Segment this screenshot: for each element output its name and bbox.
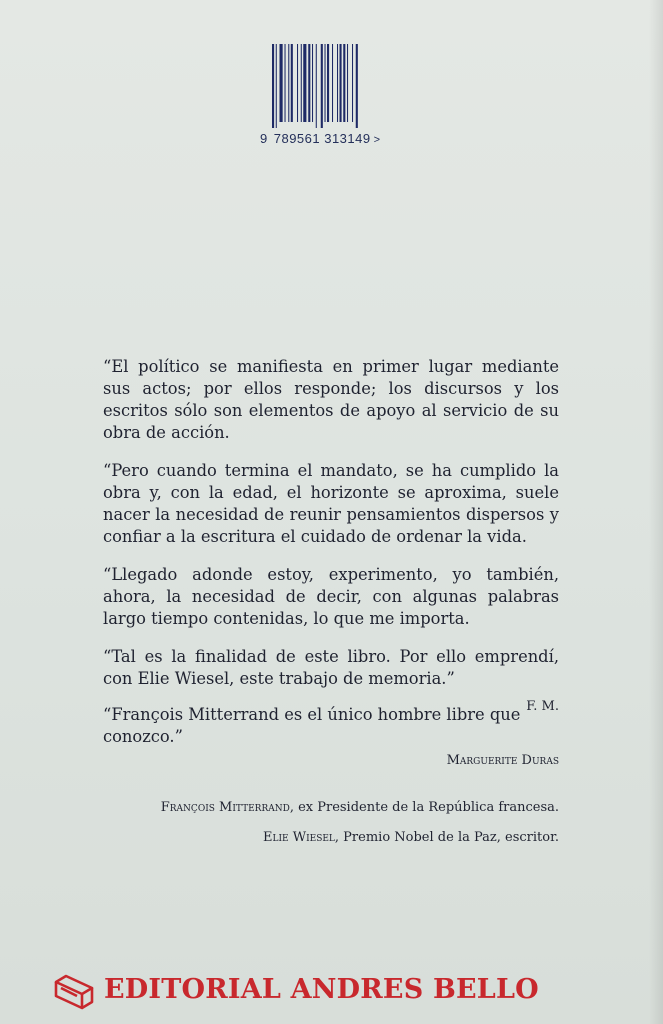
quote-paragraph-3: “Llegado adonde estoy, experimento, yo también, ahora, la necesidad de decir, con algunas palabras largo tiempo contenidas, lo que me importa. [103,565,559,628]
barcode-bar [272,44,274,128]
quote-signature: F. M. [526,699,559,714]
barcode-digits [260,131,396,146]
barcode-bar [347,44,348,122]
barcode-bar [312,44,313,122]
barcode-bars [270,44,386,130]
duras-quote [103,704,559,748]
barcode-bar [316,44,317,128]
barcode-bar [343,44,345,122]
barcode-bar [291,44,293,122]
barcode-bar [288,44,289,122]
author-name-2: Elie Wiesel [262,830,335,845]
barcode-bar [280,44,283,122]
barcode-lead-digit: 9 [260,131,268,146]
barcode-bar [297,44,298,122]
quote-paragraph-1: “El político se manifiesta en primer lugar mediante sus actos; por ellos responde; los discursos y los escritos sólo son elementos de apoyo al servicio de su obra de acción. [103,357,559,442]
publisher-name: EDITORIAL ANDRES BELLO [104,974,539,1005]
mitterrand-quote [103,356,559,718]
quote-paragraph-2: “Pero cuando termina el mandato, se ha cumplido la obra y, con la edad, el horizonte se aproxima, suele nacer la necesidad de reunir pensamientos dispersos y confiar a la escritura el cuidado de ordenar la vida. [103,461,559,546]
author-desc-2: , Premio Nobel de la Paz, escritor. [334,830,559,845]
barcode-bar [301,44,302,122]
barcode-trailing-mark: > [373,134,381,146]
duras-quote-text: “François Mitterrand es el único hombre libre que conozco.” [103,705,521,746]
barcode-bar [321,44,323,128]
barcode-bar [356,44,358,128]
publisher-imprint [52,970,572,1014]
quote-paragraph-4: “Tal es la finalidad de este libro. Por ello emprendí, con Elie Wiesel, este trabajo de memoria.” [103,647,559,688]
open-book-icon [52,972,96,1012]
duras-quote-author: Marguerite Duras [446,753,559,768]
barcode-bar [325,44,326,122]
barcode-bar [332,44,333,122]
isbn-barcode [260,44,396,154]
barcode-bar [276,44,277,128]
barcode-bar [303,44,306,122]
author-name-1: François Mitterrand [160,800,290,815]
barcode-bar [327,44,329,122]
barcode-bar [337,44,338,122]
barcode-bar [352,44,353,122]
author-credit-2 [263,830,559,845]
barcode-bar [285,44,286,122]
barcode-bar [308,44,310,122]
barcode-number: 789561 313149 [273,131,371,146]
barcode-bar [340,44,342,122]
author-desc-1: , ex Presidente de la República francesa. [289,800,559,815]
author-credit-1 [161,800,559,815]
